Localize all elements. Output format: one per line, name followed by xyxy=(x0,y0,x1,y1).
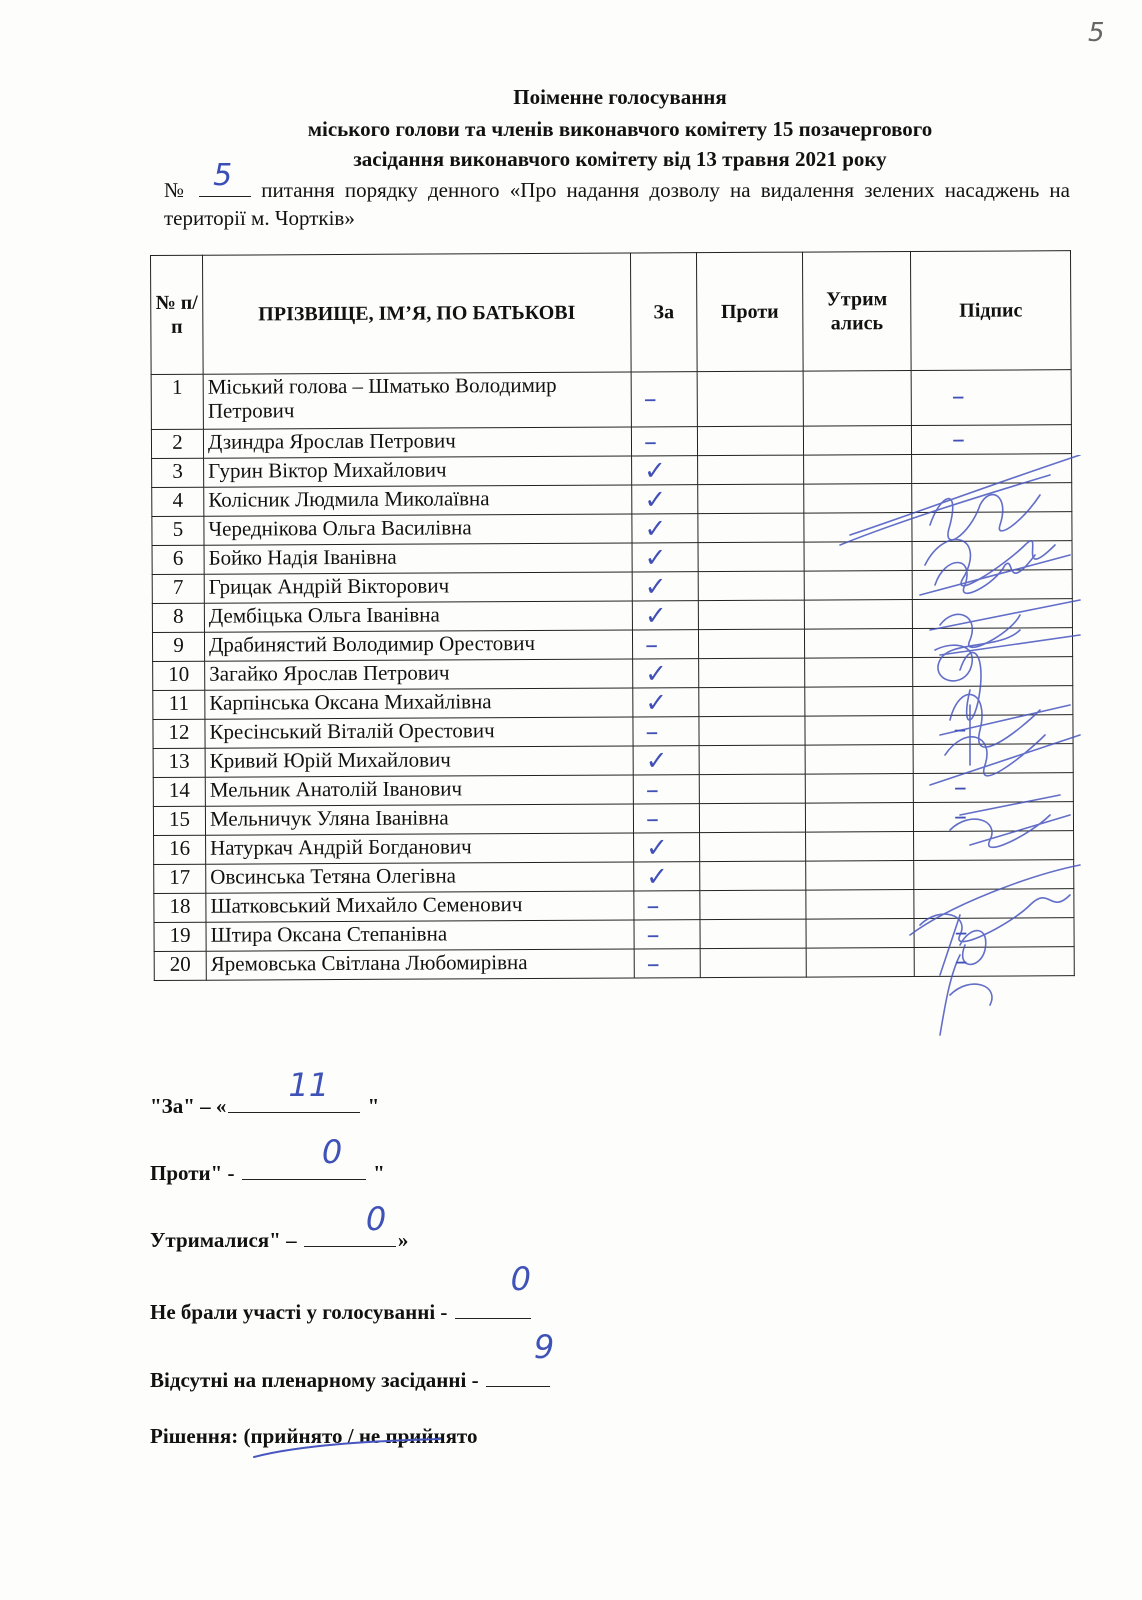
summary-abstain xyxy=(150,1200,409,1253)
row-number: 6 xyxy=(152,545,204,574)
member-name: Колісник Людмила Миколаївна xyxy=(204,485,632,516)
vote-for-cell xyxy=(633,775,699,804)
signature-dash-mark: – xyxy=(954,917,968,948)
question-number-handwritten: 5 xyxy=(213,158,233,193)
member-name: Драбинястий Володимир Орестович xyxy=(204,630,632,661)
check-mark-icon: ✓ xyxy=(645,688,668,719)
row-number: 10 xyxy=(153,661,205,690)
member-name: Бойко Надія Іванівна xyxy=(204,543,632,574)
summary-against-value: 0 xyxy=(321,1133,343,1171)
vote-for-cell xyxy=(632,572,698,601)
vote-against-cell xyxy=(698,484,804,514)
header-signature: Підпис xyxy=(910,251,1071,371)
vote-abstain-cell xyxy=(803,371,911,427)
dash-mark-icon: – xyxy=(646,949,660,980)
summary-decision: Рішення: (прийнято / не прийнято xyxy=(150,1424,478,1448)
check-mark-icon: ✓ xyxy=(646,862,669,893)
member-name: Мельник Анатолій Іванович xyxy=(205,775,633,806)
row-number: 15 xyxy=(153,806,205,835)
vote-against-cell xyxy=(698,542,804,572)
row-number: 2 xyxy=(151,429,203,458)
member-name: Шатковський Михайло Семенович xyxy=(206,891,634,922)
member-name: Міський голова – Шматько Володимир Петрович xyxy=(203,372,631,429)
vote-against-cell xyxy=(699,745,805,775)
signature-dash-mark: – xyxy=(953,772,967,803)
vote-for-cell xyxy=(634,949,700,978)
row-number: 5 xyxy=(152,516,204,545)
vote-for-cell xyxy=(633,717,699,746)
dash-mark-icon: – xyxy=(645,717,659,748)
vote-against-cell xyxy=(697,371,803,427)
vote-against-cell xyxy=(700,948,806,978)
document-title: Поіменне голосування xyxy=(513,85,727,109)
decision-underline-scribble xyxy=(250,1435,450,1465)
vote-table-header xyxy=(151,251,1072,375)
row-number: 19 xyxy=(154,922,206,951)
dash-mark-icon: – xyxy=(646,891,660,922)
row-number: 7 xyxy=(152,574,204,603)
row-number: 12 xyxy=(153,719,205,748)
check-mark-icon: ✓ xyxy=(644,543,667,574)
row-number: 17 xyxy=(154,864,206,893)
row-number: 1 xyxy=(151,374,203,429)
member-name: Карпінська Оксана Михайлівна xyxy=(205,688,633,719)
row-number: 11 xyxy=(153,690,205,719)
summary-for-value: 11 xyxy=(288,1066,330,1104)
row-number: 16 xyxy=(154,835,206,864)
question-number-blank xyxy=(199,158,251,197)
signature-dash-mark: – xyxy=(953,714,967,745)
summary-abstain-close: » xyxy=(397,1228,409,1252)
summary-for-close: " xyxy=(362,1094,380,1118)
vote-against-cell xyxy=(700,832,806,862)
member-name: Кривий Юрій Михайлович xyxy=(205,746,633,777)
summary-not-voted-label: Не брали участі у голосуванні - xyxy=(150,1300,453,1324)
dash-mark-icon: – xyxy=(643,427,658,458)
member-name: Череднікова Ольга Василівна xyxy=(204,514,632,545)
document-subtitle-line1: міського голови та членів виконавчого комітету 15 позачергового xyxy=(307,117,933,141)
vote-against-cell xyxy=(698,571,804,601)
row-number: 8 xyxy=(152,603,204,632)
vote-for-cell xyxy=(633,659,699,688)
vote-against-cell xyxy=(699,803,805,833)
signature-cell xyxy=(911,370,1071,426)
handwritten-page-number: 5 xyxy=(1088,18,1105,48)
summary-absent-value: 9 xyxy=(533,1328,555,1366)
vote-against-cell xyxy=(697,426,803,456)
vote-for-cell xyxy=(633,804,699,833)
vote-for-cell xyxy=(632,630,698,659)
vote-against-cell xyxy=(698,513,804,543)
check-mark-icon: ✓ xyxy=(646,833,668,864)
summary-abstain-label: Утрималися" – xyxy=(150,1228,302,1252)
vote-for-cell xyxy=(634,891,700,920)
vote-against-cell xyxy=(699,687,805,717)
summary-against xyxy=(150,1133,385,1186)
signature-cell xyxy=(911,425,1071,455)
question-text: питання порядку денного «Про надання дозволу на видалення зелених насаджень на території м. Чортків» xyxy=(164,178,1070,230)
summary-absent-blank xyxy=(486,1328,555,1387)
row-number: 13 xyxy=(153,748,205,777)
vote-for-cell xyxy=(632,601,698,630)
document-subtitle-line2: засідання виконавчого комітету від 13 травня 2021 року xyxy=(353,147,887,171)
vote-for-cell xyxy=(634,862,700,891)
check-mark-icon: ✓ xyxy=(644,485,667,516)
summary-abstain-blank xyxy=(304,1200,396,1247)
vote-for-cell xyxy=(633,746,699,775)
vote-against-cell xyxy=(699,774,805,804)
header-against: Проти xyxy=(696,252,803,372)
vote-for-cell xyxy=(632,514,698,543)
vote-against-cell xyxy=(698,629,804,659)
dash-mark-icon: – xyxy=(646,920,660,951)
member-name: Дембіцька Ольга Іванівна xyxy=(204,601,632,632)
check-mark-icon: ✓ xyxy=(644,572,667,603)
header-num: № п/п xyxy=(151,255,204,374)
row-number: 4 xyxy=(152,487,204,516)
vote-against-cell xyxy=(699,716,805,746)
table-row xyxy=(151,370,1071,430)
check-mark-icon: ✓ xyxy=(645,746,668,777)
vote-for-cell xyxy=(632,543,698,572)
member-name: Кресінський Віталій Орестович xyxy=(205,717,633,748)
signatures-scribble xyxy=(830,455,1090,1075)
row-number: 20 xyxy=(154,951,206,980)
signature-dash-mark: – xyxy=(951,424,966,455)
dash-mark-icon: – xyxy=(644,630,659,661)
member-name: Грицак Андрій Вікторович xyxy=(204,572,632,603)
vote-abstain-cell xyxy=(803,426,911,456)
vote-for-cell xyxy=(631,372,697,427)
header-for: За xyxy=(630,253,697,372)
summary-absent-label: Відсутні на пленарному засіданні - xyxy=(150,1368,484,1392)
member-name: Штира Оксана Степанівна xyxy=(206,920,634,951)
vote-against-cell xyxy=(698,455,804,485)
summary-against-close: " xyxy=(367,1161,385,1185)
signature-dash-mark: – xyxy=(951,381,965,412)
check-mark-icon: ✓ xyxy=(644,456,667,487)
dash-mark-icon: – xyxy=(643,384,657,415)
vote-against-cell xyxy=(700,890,806,920)
member-name: Гурин Віктор Михайлович xyxy=(204,456,632,487)
vote-for-cell xyxy=(632,485,698,514)
check-mark-icon: ✓ xyxy=(645,659,668,690)
dash-mark-icon: – xyxy=(645,804,660,835)
summary-absent xyxy=(150,1328,555,1393)
vote-for-cell xyxy=(632,456,698,485)
vote-against-cell xyxy=(699,658,805,688)
member-name: Овсинська Тетяна Олегівна xyxy=(206,862,634,893)
summary-against-blank xyxy=(242,1133,366,1180)
header-name: ПРІЗВИЩЕ, ІМ’Я, ПО БАТЬКОВІ xyxy=(203,253,632,374)
check-mark-icon: ✓ xyxy=(644,514,667,545)
header-abstain: Утрим ались xyxy=(802,252,911,372)
member-name: Дзиндра Ярослав Петрович xyxy=(203,427,631,458)
summary-for-blank xyxy=(228,1066,360,1113)
vote-against-cell xyxy=(698,600,804,630)
vote-for-cell xyxy=(634,920,700,949)
summary-not-voted-value: 0 xyxy=(510,1260,532,1298)
vote-against-cell xyxy=(700,861,806,891)
row-number: 18 xyxy=(154,893,206,922)
member-name: Мельничук Уляна Іванівна xyxy=(205,804,633,835)
summary-for-label: "За" – « xyxy=(150,1094,227,1118)
check-mark-icon: ✓ xyxy=(644,601,667,632)
vote-for-cell xyxy=(634,833,700,862)
question-number-prefix: № xyxy=(164,178,189,202)
summary-abstain-value: 0 xyxy=(365,1200,387,1238)
member-name: Натуркач Андрій Богданович xyxy=(206,833,634,864)
summary-not-voted-blank xyxy=(455,1260,532,1319)
summary-for xyxy=(150,1066,380,1119)
row-number: 14 xyxy=(153,777,205,806)
summary-not-voted xyxy=(150,1260,533,1325)
signature-dash-mark: – xyxy=(953,801,968,832)
vote-against-cell xyxy=(700,919,806,949)
summary-against-label: Проти" - xyxy=(150,1161,240,1185)
row-number: 9 xyxy=(152,632,204,661)
signature-dash-mark: – xyxy=(954,946,968,977)
member-name: Яремовська Світлана Любомирівна xyxy=(206,949,634,980)
row-number: 3 xyxy=(152,458,204,487)
member-name: Загайко Ярослав Петрович xyxy=(205,659,633,690)
vote-for-cell xyxy=(631,427,697,456)
vote-for-cell xyxy=(633,688,699,717)
dash-mark-icon: – xyxy=(645,775,659,806)
